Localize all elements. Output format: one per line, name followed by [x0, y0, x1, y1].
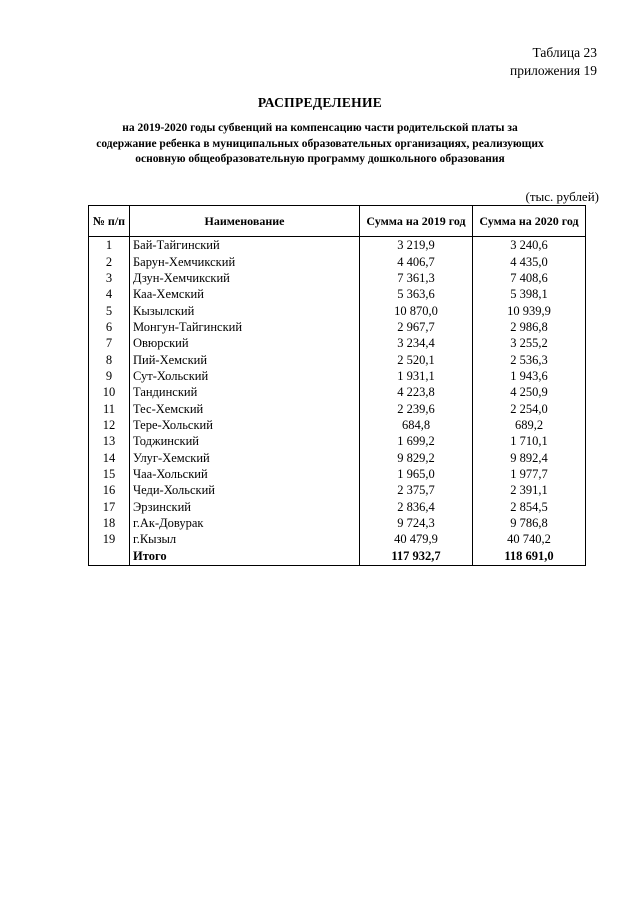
table-total-row	[89, 548, 586, 566]
row-sum-2019: 10 870,0	[360, 302, 473, 318]
document-subtitle: на 2019-2020 годы субвенций на компенсацию части родительской платы за содержание ребенка в муниципальных образовательных организациях, реализующих основную общеобразовательную программу дошкольного образования	[96, 122, 544, 165]
row-sum-2020: 2 986,8	[473, 319, 586, 335]
row-number: 14	[89, 449, 130, 465]
row-sum-2019: 3 219,9	[360, 237, 473, 254]
row-name: Пий-Хемский	[130, 351, 360, 367]
row-sum-2020: 3 255,2	[473, 335, 586, 351]
table-row	[89, 417, 586, 433]
row-sum-2019: 2 520,1	[360, 351, 473, 367]
row-sum-2019: 2 239,6	[360, 400, 473, 416]
row-name: Тере-Хольский	[130, 417, 360, 433]
row-sum-2020: 3 240,6	[473, 237, 586, 254]
table-row	[89, 384, 586, 400]
row-name: Сут-Хольский	[130, 368, 360, 384]
row-number: 3	[89, 270, 130, 286]
row-name: г.Ак-Довурак	[130, 515, 360, 531]
row-number: 10	[89, 384, 130, 400]
table-row	[89, 482, 586, 498]
row-sum-2019: 3 234,4	[360, 335, 473, 351]
row-number: 9	[89, 368, 130, 384]
table-row	[89, 449, 586, 465]
annex-reference: приложения 19	[509, 63, 597, 78]
row-number: 7	[89, 335, 130, 351]
row-sum-2020: 9 892,4	[473, 449, 586, 465]
row-sum-2019: 1 699,2	[360, 433, 473, 449]
row-sum-2019: 2 836,4	[360, 499, 473, 515]
table-row	[89, 499, 586, 515]
column-header-2020: Сумма на 2020 год	[473, 206, 586, 237]
total-number-cell	[89, 548, 130, 566]
document-title: РАСПРЕДЕЛЕНИЕ	[257, 95, 383, 110]
row-sum-2020: 1 977,7	[473, 466, 586, 482]
table-row	[89, 400, 586, 416]
row-name: Тес-Хемский	[130, 400, 360, 416]
row-sum-2019: 2 375,7	[360, 482, 473, 498]
row-name: Каа-Хемский	[130, 286, 360, 302]
row-number: 4	[89, 286, 130, 302]
row-name: Дзун-Хемчикский	[130, 270, 360, 286]
row-number: 19	[89, 531, 130, 547]
row-sum-2020: 4 435,0	[473, 253, 586, 269]
row-name: Кызылский	[130, 302, 360, 318]
row-sum-2019: 9 724,3	[360, 515, 473, 531]
row-sum-2019: 1 965,0	[360, 466, 473, 482]
column-header-number: № п/п	[89, 206, 130, 237]
row-sum-2019: 2 967,7	[360, 319, 473, 335]
table-row	[89, 237, 586, 254]
table-body	[89, 237, 586, 566]
table-row	[89, 368, 586, 384]
row-number: 13	[89, 433, 130, 449]
row-sum-2020: 2 254,0	[473, 400, 586, 416]
table-row	[89, 531, 586, 547]
units-label: (тыс. рублей)	[525, 189, 599, 204]
row-sum-2020: 7 408,6	[473, 270, 586, 286]
row-number: 2	[89, 253, 130, 269]
row-name: Чаа-Хольский	[130, 466, 360, 482]
row-name: Тандинский	[130, 384, 360, 400]
total-sum-2020: 118 691,0	[473, 548, 586, 566]
column-header-2019: Сумма на 2019 год	[360, 206, 473, 237]
table-row	[89, 286, 586, 302]
row-number: 8	[89, 351, 130, 367]
row-name: Эрзинский	[130, 499, 360, 515]
row-number: 12	[89, 417, 130, 433]
row-sum-2020: 9 786,8	[473, 515, 586, 531]
row-name: Барун-Хемчикский	[130, 253, 360, 269]
table-row	[89, 319, 586, 335]
total-label: Итого	[130, 548, 360, 566]
table-row	[89, 433, 586, 449]
row-sum-2020: 10 939,9	[473, 302, 586, 318]
row-name: Бай-Тайгинский	[130, 237, 360, 254]
row-sum-2019: 1 931,1	[360, 368, 473, 384]
table-reference: Таблица 23	[532, 45, 597, 60]
row-name: Чеди-Хольский	[130, 482, 360, 498]
row-sum-2020: 2 391,1	[473, 482, 586, 498]
row-sum-2020: 2 536,3	[473, 351, 586, 367]
row-name: Улуг-Хемский	[130, 449, 360, 465]
row-sum-2020: 4 250,9	[473, 384, 586, 400]
row-number: 1	[89, 237, 130, 254]
total-sum-2019: 117 932,7	[360, 548, 473, 566]
row-number: 5	[89, 302, 130, 318]
row-number: 15	[89, 466, 130, 482]
table-row	[89, 335, 586, 351]
row-sum-2019: 4 223,8	[360, 384, 473, 400]
row-sum-2020: 5 398,1	[473, 286, 586, 302]
row-sum-2019: 9 829,2	[360, 449, 473, 465]
row-sum-2020: 689,2	[473, 417, 586, 433]
distribution-table	[88, 205, 586, 566]
table-row	[89, 515, 586, 531]
row-sum-2019: 40 479,9	[360, 531, 473, 547]
table-row	[89, 466, 586, 482]
row-number: 11	[89, 400, 130, 416]
row-sum-2020: 1 943,6	[473, 368, 586, 384]
row-number: 18	[89, 515, 130, 531]
row-name: Монгун-Тайгинский	[130, 319, 360, 335]
row-sum-2019: 5 363,6	[360, 286, 473, 302]
table-row	[89, 351, 586, 367]
row-name: Тоджинский	[130, 433, 360, 449]
column-header-name: Наименование	[130, 206, 360, 237]
table-row	[89, 253, 586, 269]
row-name: Овюрский	[130, 335, 360, 351]
row-sum-2019: 684,8	[360, 417, 473, 433]
row-sum-2019: 7 361,3	[360, 270, 473, 286]
row-number: 17	[89, 499, 130, 515]
row-number: 16	[89, 482, 130, 498]
row-sum-2019: 4 406,7	[360, 253, 473, 269]
row-sum-2020: 1 710,1	[473, 433, 586, 449]
row-number: 6	[89, 319, 130, 335]
table-header-row	[89, 206, 586, 237]
table-row	[89, 302, 586, 318]
row-sum-2020: 2 854,5	[473, 499, 586, 515]
row-name: г.Кызыл	[130, 531, 360, 547]
row-sum-2020: 40 740,2	[473, 531, 586, 547]
table-row	[89, 270, 586, 286]
